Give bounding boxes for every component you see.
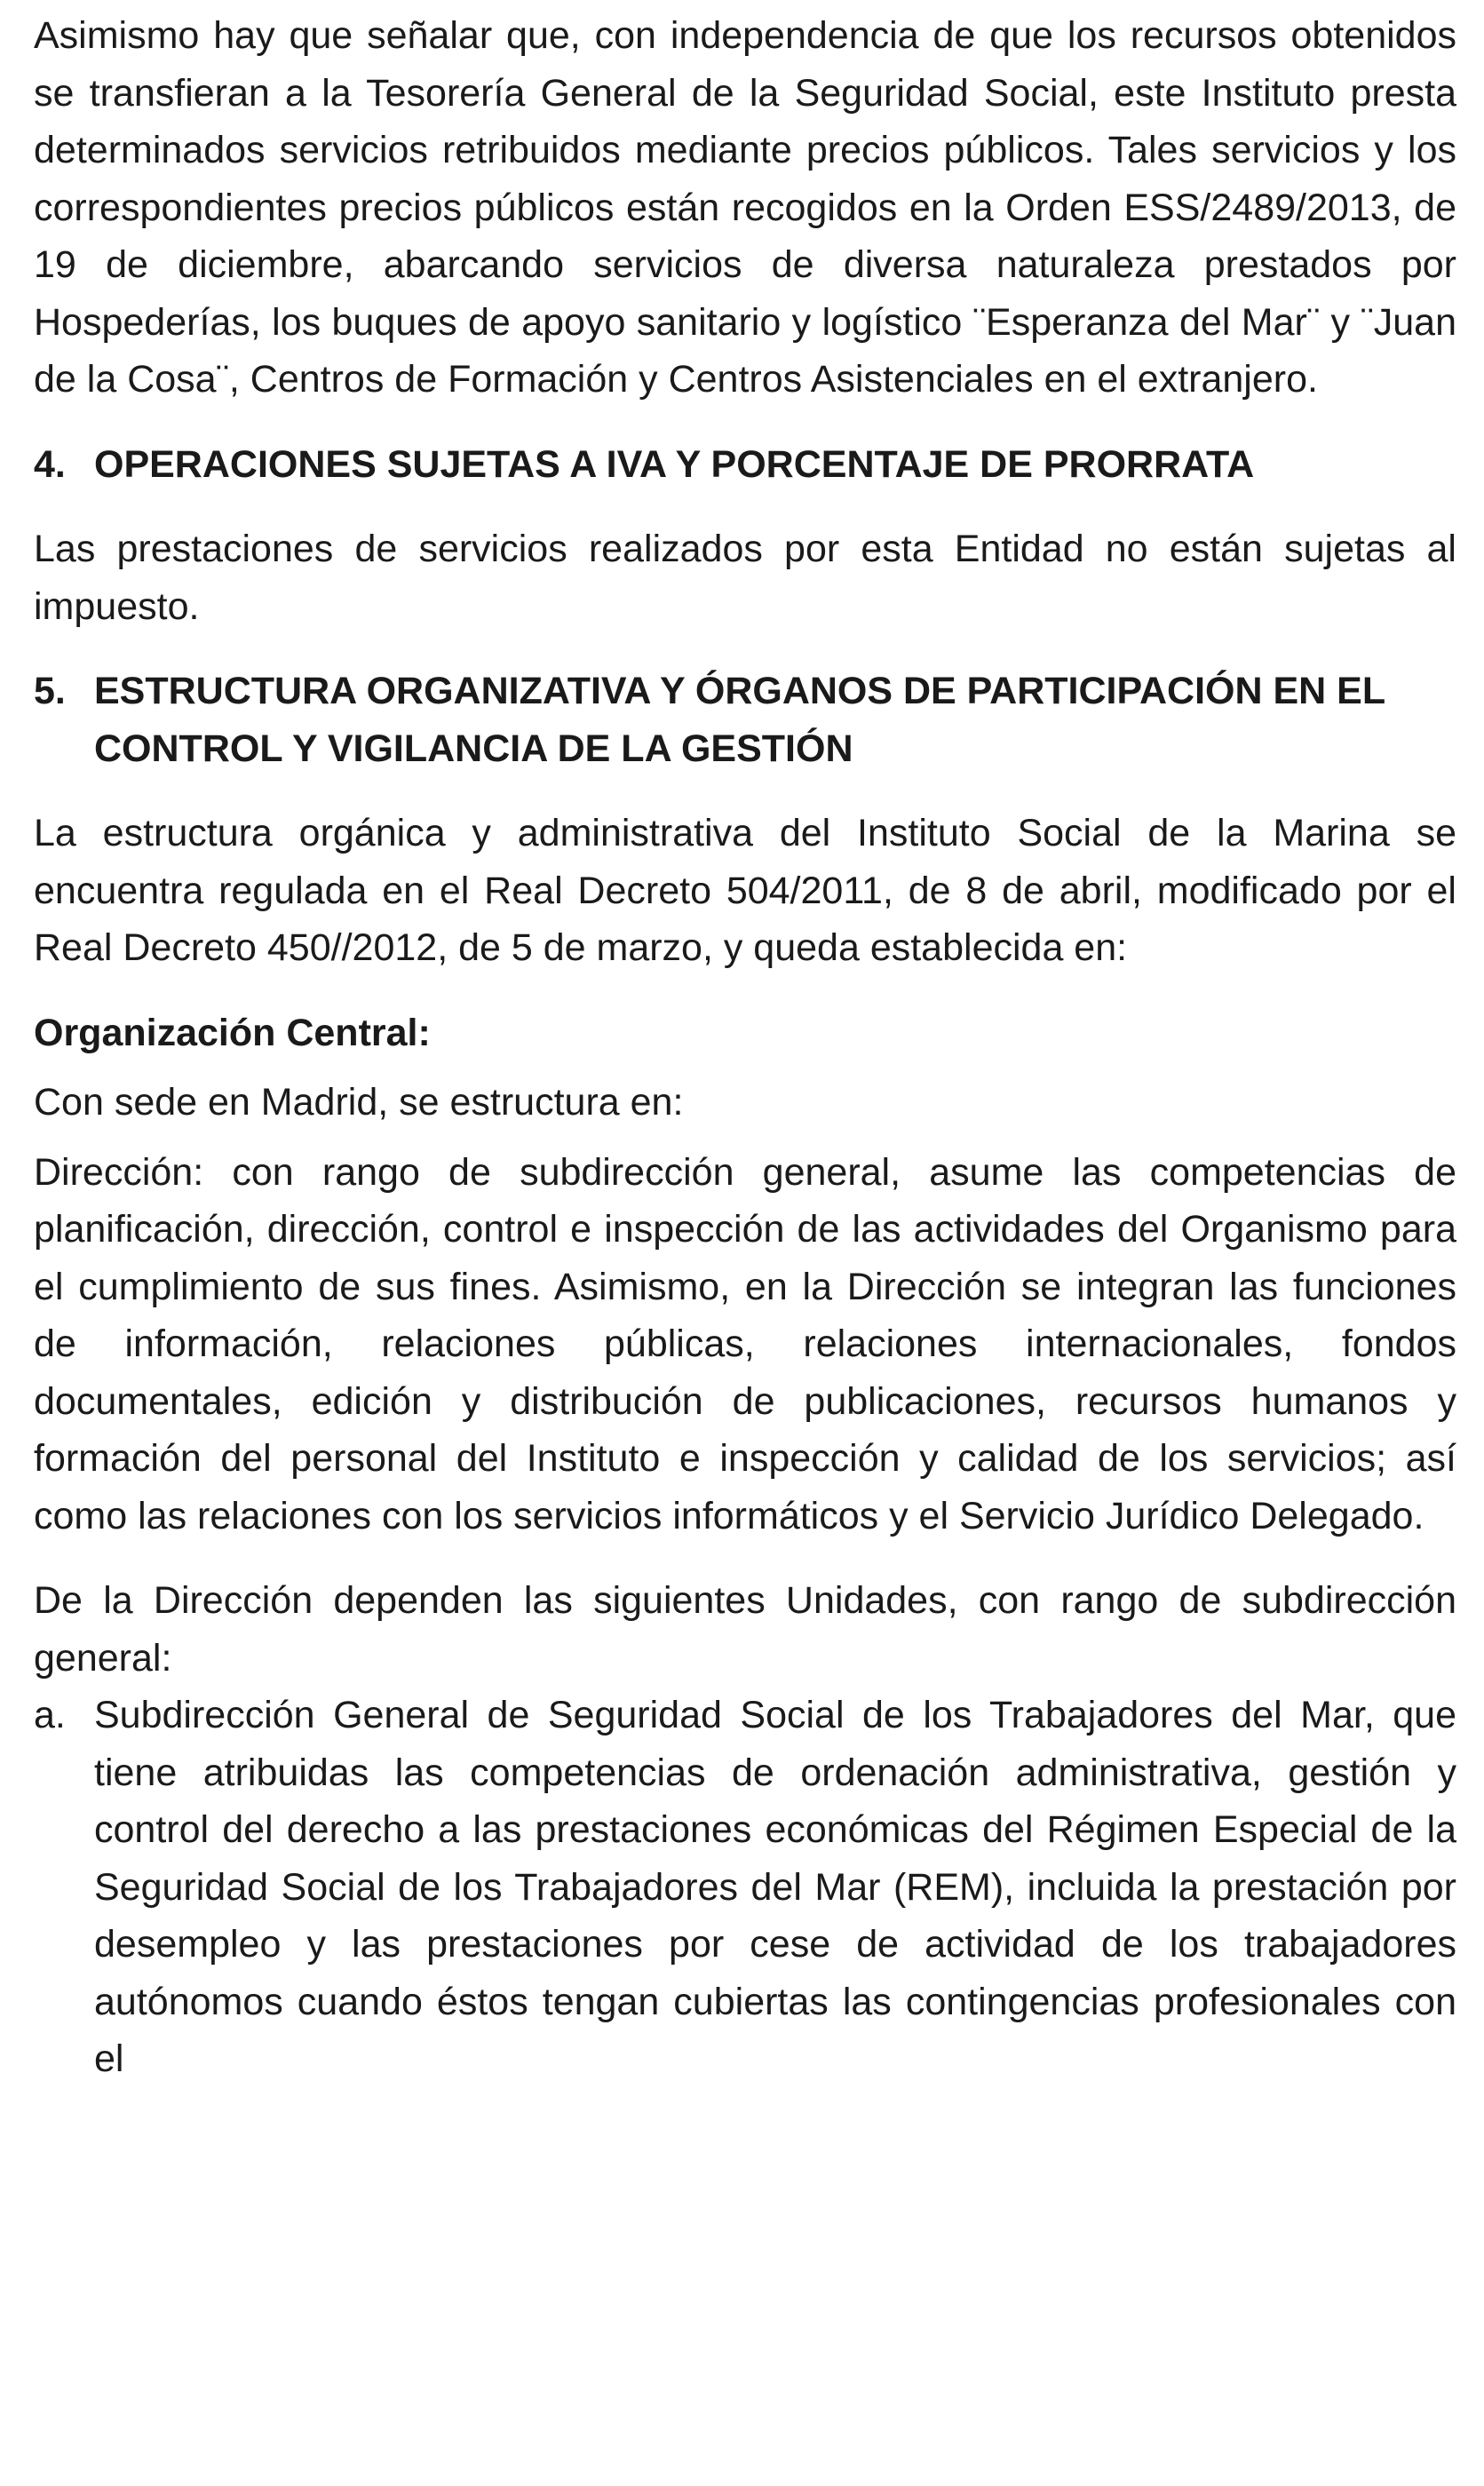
section-4-body: Las prestaciones de servicios realizados por esta Entidad no están sujetas al impuesto. [34, 528, 1456, 628]
section-4-number: 4. [34, 442, 66, 486]
section-4-heading [34, 436, 1456, 494]
section-5-number: 5. [34, 670, 66, 712]
paragraph-recursos: Asimismo hay que señalar que, con independencia de que los recursos obtenidos se transfieran a la Tesorería General de la Seguridad Social, este Instituto presta determinados servicios retribuidos mediante precios públicos. Tales servicios y los correspondientes precios públicos están recogidos en la Orden ESS/2489/2013, de 19 de diciembre, abarcando servicios de diversa naturaleza prestados por Hospederías, los buques de apoyo sanitario y logístico ¨Esperanza del Mar¨ y ¨Juan de la Cosa¨, Centros de Formación y Centros Asistenciales en el extranjero. [34, 14, 1456, 401]
unidades-intro: De la Dirección dependen las siguientes Unidades, con rango de subdirección general: [34, 1579, 1456, 1680]
section-5-body: La estructura orgánica y administrativa del Instituto Social de la Marina se encuentra regulada en el Real Decreto 504/2011, de 8 de abril, modificado por el Real Decreto 450//2012, de 5 de marzo, y queda establecida en: [34, 812, 1456, 969]
section-5-title: ESTRUCTURA ORGANIZATIVA Y ÓRGANOS DE PARTICIPACIÓN EN EL CONTROL Y VIGILANCIA DE LA GESTIÓN [94, 670, 1385, 770]
list-item-a [34, 1687, 1456, 2088]
organizacion-central-heading: Organización Central: [34, 1011, 431, 1054]
section-4-title: OPERACIONES SUJETAS A IVA Y PORCENTAJE DE PRORRATA [94, 442, 1255, 486]
list-marker-a: a. [34, 1694, 66, 1736]
direccion-paragraph: Dirección: con rango de subdirección general, asume las competencias de planificación, dirección, control e inspección de las actividades del Organismo para el cumplimiento de sus fines. Asimismo, en la Dirección se integran las funciones de información, relaciones públicas, relaciones internacionales, fondos documentales, edición y distribución de publicaciones, recursos humanos y formación del personal del Instituto e inspección y calidad de los servicios; así como las relaciones con los servicios informáticos y el Servicio Jurídico Delegado. [34, 1150, 1456, 1537]
document-page [34, 7, 1456, 2088]
list-item-a-text: Subdirección General de Seguridad Social de los Trabajadores del Mar, que tiene atribuidas las competencias de ordenación administrativa, gestión y control del derecho a las prestaciones económicas del Régimen Especial de la Seguridad Social de los Trabajadores del Mar (REM), incluida la prestación por desempleo y las prestaciones por cese de actividad de los trabajadores autónomos cuando éstos tengan cubiertas las contingencias profesionales con el [94, 1694, 1456, 2080]
organizacion-central-intro: Con sede en Madrid, se estructura en: [34, 1081, 684, 1124]
section-5-heading [34, 663, 1456, 777]
